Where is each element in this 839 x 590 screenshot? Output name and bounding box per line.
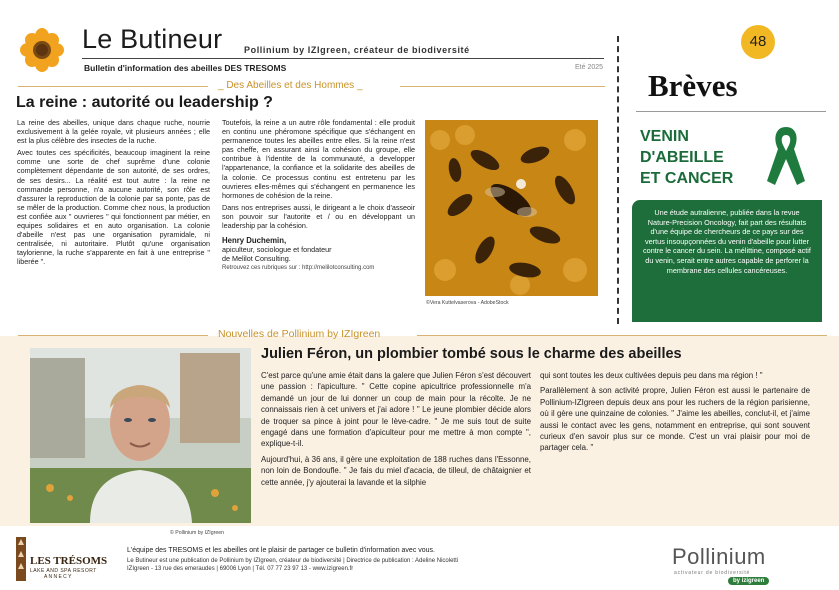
section-label-abeilles: _ Des Abeilles et des Hommes _ (218, 80, 363, 91)
article-paragraph: Toutefois, la reine a un autre rôle fondamental : elle produit en continu une phéromone spécifique que s'échangent en permanence toutes les abeilles entre elles. Si la reine n'est pas cheffe, en assurant ainsi la cohésion du groupe, elle contribue à l'identite de la communauté, a developper l'appartenance, la confiance et la solidarite des abeilles de la colonie. Ce processus continu est entretenu par les ouvrieres elles-mêmes qui s'échangent en permanence les hormones de cohésion de la reine. (222, 118, 415, 200)
breves-text-box: Une étude autralienne, publiée dans la revue Nature-Precision Oncology, fait part des résultats d'une équipe de chercheurs de ce pays sur des vertus insoupçonnées du venin d'abeille pour lutter contre le cancer du sein. La mélittine, composé actif du venin, serait entre autres capable de perforer la membrane des cellules cancéreuses. (632, 200, 822, 322)
author-role: apiculteur, sociologue et fondateur (222, 245, 332, 255)
venin-line: ET CANCER (640, 170, 734, 187)
column-divider (617, 36, 619, 324)
header-divider (82, 58, 604, 59)
article-headline: Julien Féron, un plombier tombé sous le charme des abeilles (261, 346, 682, 362)
author-signature (222, 236, 415, 273)
section-rule-left (18, 86, 208, 87)
photo-credit: © Pollinium by IZIgreen (170, 530, 224, 536)
beekeeper-portrait-photo (30, 348, 251, 523)
footer-message: L'équipe des TRESOMS et les abeilles ont le plaisir de partager ce bulletin d'information avec vous. (127, 547, 435, 554)
portrait-image (30, 348, 251, 523)
venin-line: D'ABEILLE (640, 149, 724, 166)
article-column-2 (222, 118, 415, 274)
footer-legal (127, 557, 458, 573)
breves-divider (636, 111, 826, 112)
breves-heading: Brèves (648, 68, 738, 103)
section-rule-right (417, 335, 827, 336)
article-paragraph: Dans nos entreprises aussi, le dirigeant a le choix d'asseoir son pouvoir sur l'autorite et / ou en développant un leadership par la cohésion. (222, 202, 415, 231)
flower-logo-icon (18, 26, 66, 74)
newsletter-title: Le Butineur (82, 24, 223, 54)
tresoms-brand-name: LES TRÉSOMS (30, 555, 108, 567)
honeycomb-bees-image (425, 120, 598, 296)
author-name: Henry Duchemin, (222, 236, 287, 246)
article-column-1 (17, 118, 210, 270)
tresoms-brand-line: LAKE AND SPA RESORT (30, 568, 97, 574)
article-paragraph: C'est parce qu'une amie était dans la galere que Julien Féron s'est découvert une passion : l'apiculture. " Cette copine apicultrice professionnelle m'a demandé un jour de lui donner un coup de main pour la récolte. Je ne connaissais rien à cet univers et j'ai adore ! " Le jeune plombier décide alors de troquer sa pince à joint pour le lève-cadre. " Je me suis tout de suite engagé dans une formation d'apiculteur pour me mettre à mon compte ", explique-t-il. (261, 371, 531, 449)
section-rule-right (400, 86, 605, 87)
article-paragraph: Parallèlement à son activité propre, Julien Féron est aussi le partenaire de Pollinium-IZIgreen depuis deux ans pour les ruchers de la région parisienne, où il gère une quinzaine de colonies. " J'aime les abeilles, conclut-il, et j'aime aussi le contact avec les gens, notamment en entreprise, qui sont souvent curieux d'en savoir plus sur ce monde. C'est un vrai plaisir pour moi de partager cela. " (540, 386, 810, 453)
pollinium-name: Pollinium (672, 544, 766, 569)
article-column-1 (261, 370, 531, 492)
awareness-ribbon-icon (765, 123, 807, 189)
tresoms-brand-city: A N N E C Y (44, 574, 72, 580)
website-link[interactable]: Retrouvez ces rubriques sur : http://melilotconsulting.com (222, 265, 375, 272)
venin-heading (640, 126, 733, 189)
pollinium-logo (672, 544, 792, 586)
author-company: de Melilot Consulting. (222, 254, 291, 264)
footer-line: Le Butineur est une publication de Pollinium by IZIgreen, créateur de biodiversité | Directrice de publication : Adeline Nicoletti (127, 558, 459, 564)
article-paragraph: Aujourd'hui, à 36 ans, il gère une exploitation de 188 ruches dans l'Essonne, non loin de Bondoufle. " Je fais du miel d'acacia, de tilleul, de châtaignier et cette année, j'y ajouterai la lavande et la silphie (261, 454, 531, 487)
section-label-pollinium: Nouvelles de Pollinium by IZIgreen (218, 328, 381, 340)
article-paragraph: Avec toutes ces spécificités, beaucoup imaginent la reine comme une sorte de chef suprême d'une colonie complètement dépendante de son autorité, de ses ordres, de ses desirs... La réalité est tout autre : la reine ne commande personne, n'a aucune autorité, son rôle est d'assurer la reproduction de la colonie par sa ponte, pas de se mêler de la production. Comme chez nous, la production est confiée aux " ouvrieres " qui fonctionnent par métier, en equipes solidaires et en auto organisation. La colonie d'abeille n'est pas une organisation pyramidale, ni centralisée, ni autoritaire. Plutôt qu'une organisation taylorienne, la ruche s'apparente en fait à une entreprise " liberée ". (17, 148, 210, 267)
newsletter-subtitle: Bulletin d'information des abeilles DES TRESOMS (84, 63, 287, 73)
pollinium-tagline: activateur de biodiversité (674, 570, 751, 576)
section-rule-left (18, 335, 208, 336)
article-column-2 (540, 370, 810, 458)
article-paragraph: qui sont toutes les deux cultivées depuis peu dans ma région ! " (540, 371, 763, 380)
izigreen-badge: by izigreen (728, 577, 769, 585)
newsletter-tagline: Pollinium by IZIgreen, créateur de biodiversité (244, 45, 470, 55)
issue-season: Eté 2025 (575, 64, 604, 71)
tresoms-emblem-icon (14, 537, 28, 581)
footer-line: IZIgreen - 13 rue des emeraudes | 69006 Lyon | Tél. 07 77 23 97 13 - www.izigreen.fr (127, 566, 354, 572)
bee-queen-photo (425, 120, 598, 296)
venin-line: VENIN (640, 128, 689, 145)
page-number-badge: 48 (741, 25, 775, 59)
photo-credit: ©Vera Kuttelvaserova - AdobeStock (426, 300, 509, 306)
article-paragraph: La reine des abeilles, unique dans chaque ruche, nourrie exclusivement à la gelée royale, vit plusieurs années ; elle est la plus célèbre des insectes de la ruche. (17, 118, 210, 146)
article-headline: La reine : autorité ou leadership ? (16, 94, 273, 111)
tresoms-logo (14, 537, 126, 581)
